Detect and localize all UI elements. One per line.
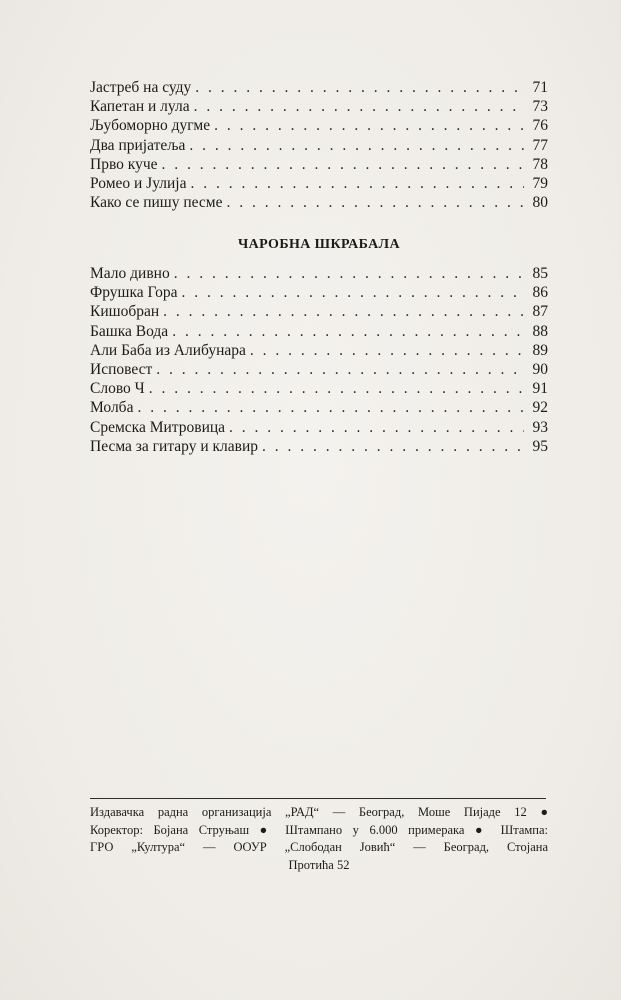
dot-leader xyxy=(174,264,524,283)
colophon-line: Протића 52 xyxy=(288,857,350,872)
toc-entry xyxy=(90,136,548,155)
toc-entry-page: 90 xyxy=(532,360,548,378)
colophon-divider xyxy=(90,798,546,799)
dot-leader xyxy=(195,78,524,97)
dot-leader xyxy=(156,360,524,379)
toc-entry-page: 73 xyxy=(532,98,548,116)
toc-entry-page: 85 xyxy=(532,265,548,282)
toc-entry-title: Како се пишу песме xyxy=(90,194,223,212)
toc-entry-page: 71 xyxy=(532,79,548,96)
dot-leader xyxy=(194,97,524,116)
toc-entry xyxy=(90,155,548,174)
table-of-contents-part-1 xyxy=(90,78,548,212)
toc-entry-page: 88 xyxy=(532,322,548,340)
dot-leader xyxy=(191,174,525,193)
dot-leader xyxy=(149,379,524,398)
toc-entry xyxy=(90,302,548,321)
toc-entry-page: 79 xyxy=(532,174,548,192)
dot-leader xyxy=(250,341,524,360)
toc-entry-page: 80 xyxy=(532,194,548,212)
toc-entry-title: Исповест xyxy=(90,360,153,378)
toc-entry xyxy=(90,97,548,116)
section-heading: ЧАРОБНА ШКРАБАЛА xyxy=(237,237,401,252)
toc-entry xyxy=(90,78,548,97)
toc-entry-title: Слово Ч xyxy=(90,380,145,398)
toc-entry-page: 95 xyxy=(532,437,548,455)
colophon-line: Издавачка радна организација „РАД“ — Београд, Моше Пијаде 12 ● xyxy=(90,805,548,819)
toc-entry-page: 91 xyxy=(532,380,548,398)
toc-entry-title: Кишобран xyxy=(90,303,160,321)
toc-entry xyxy=(90,360,548,379)
toc-entry-page: 78 xyxy=(532,155,548,173)
dot-leader xyxy=(172,322,524,341)
toc-entry-title: Прво куче xyxy=(90,155,158,173)
toc-entry-title: Фрушка Гора xyxy=(90,284,178,302)
dot-leader xyxy=(137,398,524,417)
toc-entry-page: 89 xyxy=(532,341,548,359)
dot-leader xyxy=(163,302,524,321)
toc-entry-title: Љубоморно дугме xyxy=(90,117,211,135)
toc-entry-page: 77 xyxy=(532,136,548,154)
dot-leader xyxy=(214,116,524,135)
toc-entry-title: Башка Вода xyxy=(90,322,169,340)
toc-entry xyxy=(90,437,548,456)
colophon-line: Коректор: Бојана Струњаш ● Штампано у 6.000 примерака ● Штампа: xyxy=(90,822,548,837)
toc-entry-page: 92 xyxy=(532,399,548,417)
dot-leader xyxy=(189,136,524,155)
toc-entry-title: Ромео и Јулија xyxy=(90,174,187,192)
toc-entry-page: 86 xyxy=(532,284,548,302)
toc-entry-title: Сремска Митровица xyxy=(90,418,226,436)
toc-entry-title: Два пријатеља xyxy=(90,136,186,154)
toc-entry xyxy=(90,264,548,283)
toc-entry xyxy=(90,322,548,341)
toc-entry-page: 93 xyxy=(532,418,548,436)
toc-entry xyxy=(90,418,548,437)
toc-entry xyxy=(90,341,548,360)
dot-leader xyxy=(262,437,524,456)
toc-entry xyxy=(90,174,548,193)
toc-entry-title: Молба xyxy=(90,399,134,417)
toc-entry-title: Јастреб на суду xyxy=(90,79,192,96)
toc-entry xyxy=(90,398,548,417)
dot-leader xyxy=(162,155,524,174)
toc-entry-title: Песма за гитару и клавир xyxy=(90,437,259,455)
toc-entry xyxy=(90,193,548,212)
toc-entry-page: 76 xyxy=(532,117,548,135)
toc-entry-title: Мало дивно xyxy=(90,265,170,282)
toc-entry-title: Капетан и лула xyxy=(90,98,190,116)
dot-leader xyxy=(229,418,524,437)
colophon-line: ГРО „Култура“ — ООУР „Слободан Јовић“ — Београд, Стојана xyxy=(90,840,548,854)
toc-entry-title: Али Баба из Алибунара xyxy=(90,341,246,359)
toc-entry xyxy=(90,379,548,398)
table-of-contents-part-2 xyxy=(90,264,548,456)
toc-entry-page: 87 xyxy=(532,303,548,321)
dot-leader xyxy=(182,283,524,302)
toc-entry xyxy=(90,116,548,135)
dot-leader xyxy=(226,193,524,212)
colophon xyxy=(90,804,548,874)
toc-entry xyxy=(90,283,548,302)
